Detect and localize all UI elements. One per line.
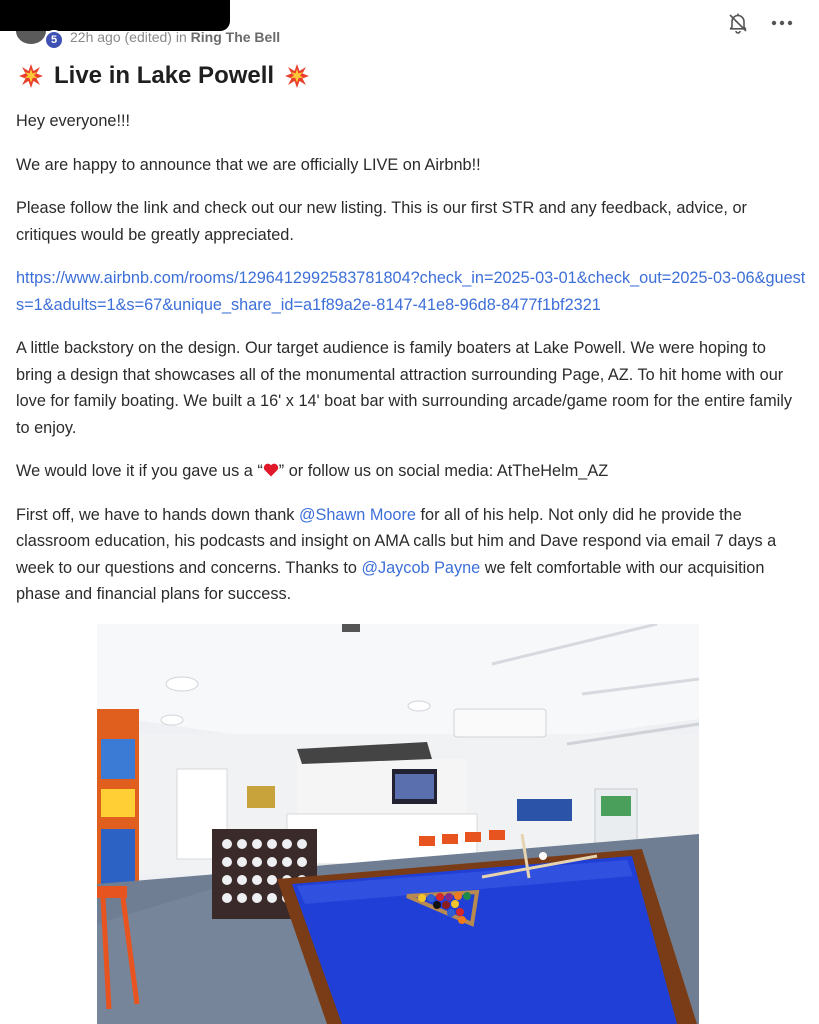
paragraph-thanks bbox=[16, 502, 806, 608]
bell-off-icon[interactable] bbox=[726, 11, 750, 35]
mention-shawn-moore[interactable]: @Shawn Moore bbox=[298, 505, 416, 524]
post-title bbox=[18, 62, 310, 90]
listing-link-paragraph bbox=[16, 265, 806, 318]
community-link[interactable]: Ring The Bell bbox=[190, 29, 281, 45]
more-horizontal-icon[interactable] bbox=[769, 12, 795, 34]
love-text-before: We would love it if you gave us a “ bbox=[16, 462, 263, 480]
paragraph-love bbox=[16, 458, 806, 485]
paragraph-greeting: Hey everyone!!! bbox=[16, 112, 131, 130]
post-title-text: Live in Lake Powell bbox=[54, 62, 275, 89]
post-meta bbox=[70, 29, 280, 45]
red-heart-icon bbox=[263, 463, 279, 477]
level-badge: 5 bbox=[44, 30, 64, 50]
collision-burst-icon bbox=[18, 63, 44, 89]
thanks-text-1: First off, we have to hands down thank bbox=[16, 505, 299, 524]
listing-link[interactable]: https://www.airbnb.com/rooms/1296412992583781804?check_in=2025-03-01&check_out=2025-03-06&guests=1&adults=1&s=67&unique_share_id=a1f89a2e-8147-41e8-96d8-8477f1bf2321 bbox=[16, 269, 806, 314]
post-time: 22h ago (edited) bbox=[70, 29, 172, 45]
paragraph-announce: We are happy to announce that we are officially LIVE on Airbnb!! bbox=[16, 155, 481, 174]
paragraph-request: Please follow the link and check out our new listing. This is our first STR and any feedback, advice, or critiques would be greatly appreciated. bbox=[16, 199, 747, 244]
love-text-after: ” or follow us on social media: AtTheHelm_AZ bbox=[278, 462, 609, 480]
thanks-text-3: we felt comfortable with our acquisition phase and financial plans for success. bbox=[16, 558, 765, 603]
post-header bbox=[0, 0, 819, 50]
collision-burst-icon bbox=[284, 63, 310, 89]
game-room-photo[interactable] bbox=[97, 624, 699, 1024]
in-word: in bbox=[175, 29, 187, 45]
redacted-author-name bbox=[0, 0, 230, 31]
mention-jaycob-payne[interactable]: @Jaycob Payne bbox=[361, 558, 481, 577]
post-body bbox=[16, 108, 806, 625]
thanks-text-2: for all of his help. Not only did he provide the classroom education, his podcasts and insight on AMA calls but him and Dave respond via email 7 days a week to our questions and concerns. Thanks to bbox=[16, 505, 777, 577]
paragraph-backstory: A little backstory on the design. Our target audience is family boaters at Lake Powell. We were hoping to bring a design that showcases all of the monumental attraction surrounding Page, AZ. To hit home with our love for family boating. We built a 16' x 14' boat bar with surrounding arcade/game room for the entire family to enjoy. bbox=[16, 339, 793, 437]
